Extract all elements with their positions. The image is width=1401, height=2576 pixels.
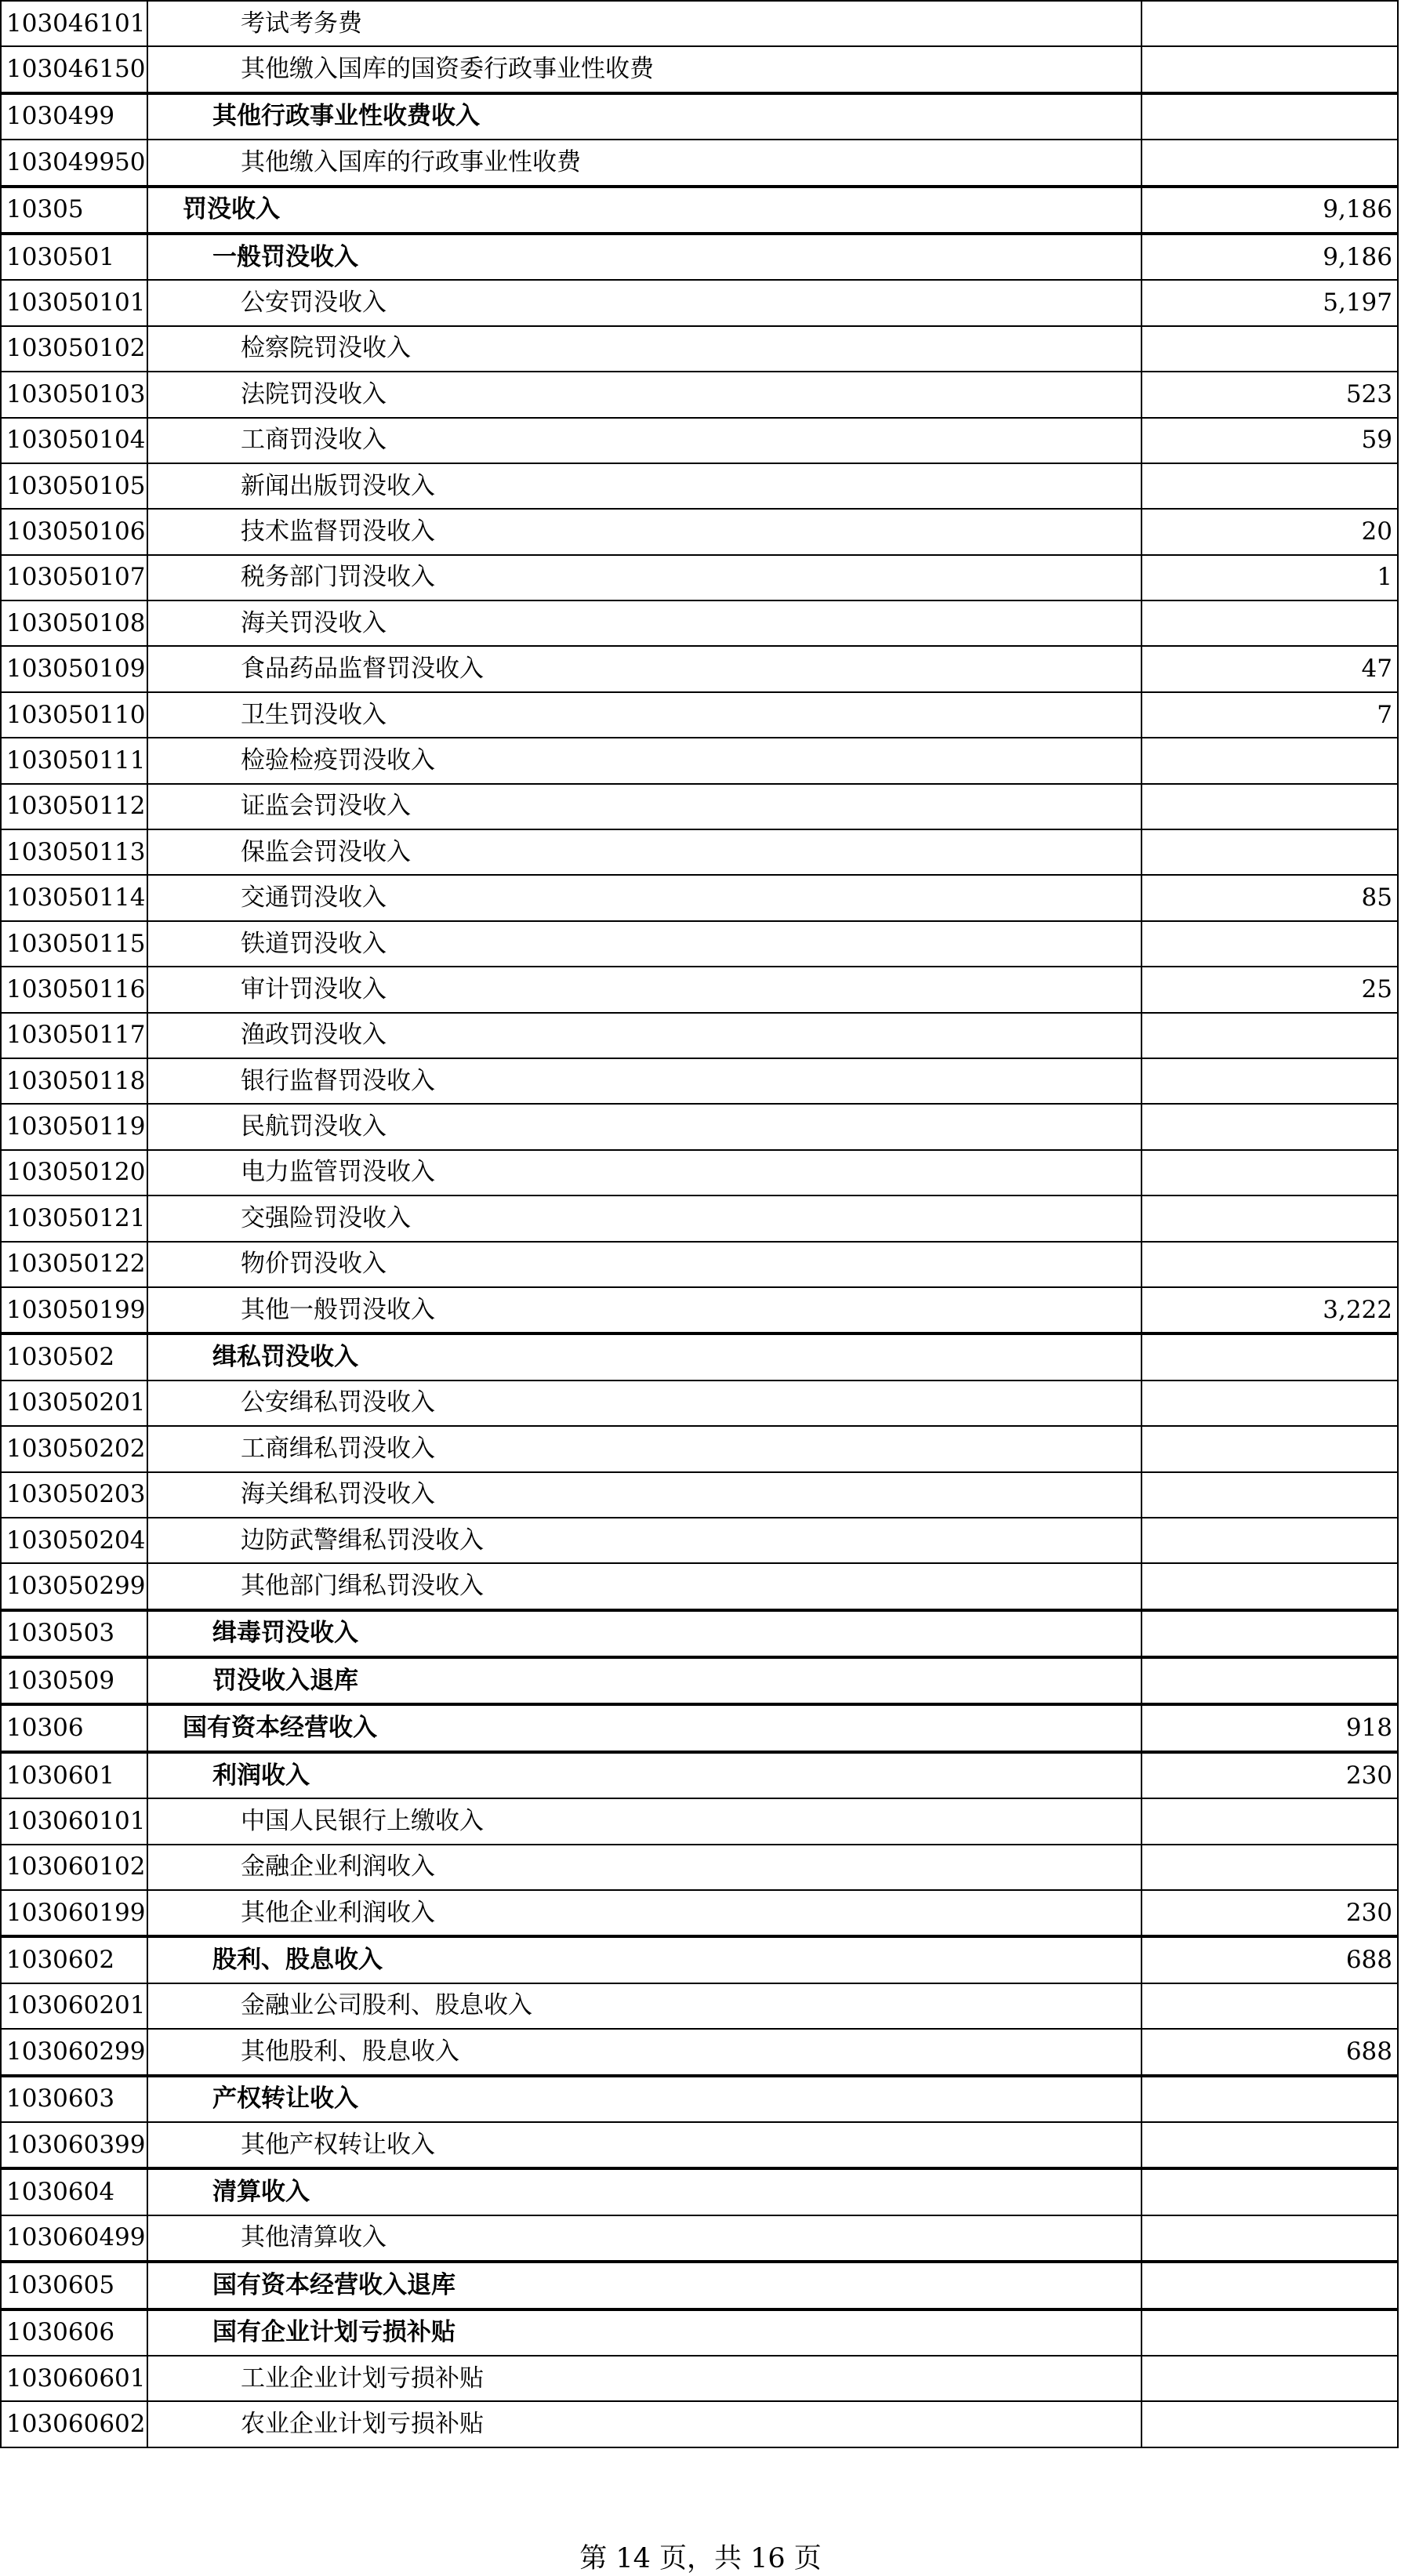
table-row [1,875,1398,920]
subject-code-cell: 1030604 [1,2168,147,2215]
subject-name-cell: 一般罚没收入 [147,234,1141,280]
subject-code-cell: 103060102 [1,1845,147,1890]
subject-code-cell: 1030605 [1,2262,147,2309]
subject-code-cell: 103050204 [1,1518,147,1563]
amount-cell [1141,1381,1398,1426]
subject-name-cell: 海关缉私罚没收入 [147,1472,1141,1518]
amount-cell: 523 [1141,372,1398,417]
subject-name-cell: 电力监管罚没收入 [147,1150,1141,1195]
amount-cell [1141,2122,1398,2168]
table-row [1,1104,1398,1149]
table-row [1,2262,1398,2309]
table-row [1,46,1398,93]
subject-name-cell: 其他股利、股息收入 [147,2029,1141,2075]
subject-code-cell: 1030602 [1,1936,147,1983]
amount-cell: 688 [1141,2029,1398,2075]
table-row [1,93,1398,140]
subject-name-cell: 铁道罚没收入 [147,921,1141,967]
amount-cell: 7 [1141,692,1398,738]
subject-name-cell: 其他产权转让收入 [147,2122,1141,2168]
table-body [1,1,1398,2447]
amount-cell: 230 [1141,1890,1398,1936]
subject-code-cell: 1030509 [1,1657,147,1704]
subject-name-cell: 农业企业计划亏损补贴 [147,2401,1141,2447]
subject-code-cell: 1030499 [1,93,147,140]
subject-code-cell: 103060601 [1,2356,147,2401]
amount-cell: 85 [1141,875,1398,920]
table-row [1,1704,1398,1751]
subject-name-cell: 产权转让收入 [147,2076,1141,2122]
subject-code-cell: 103050299 [1,1563,147,1609]
amount-cell [1141,1242,1398,1287]
table-row [1,784,1398,829]
table-row [1,646,1398,691]
subject-name-cell: 缉毒罚没收入 [147,1610,1141,1657]
subject-name-cell: 交通罚没收入 [147,875,1141,920]
amount-cell: 5,197 [1141,280,1398,325]
table-row [1,187,1398,234]
amount-cell: 688 [1141,1936,1398,1983]
subject-name-cell: 审计罚没收入 [147,967,1141,1012]
subject-name-cell: 公安缉私罚没收入 [147,1381,1141,1426]
subject-code-cell: 103046101 [1,1,147,46]
subject-name-cell: 中国人民银行上缴收入 [147,1798,1141,1844]
subject-code-cell: 103050112 [1,784,147,829]
table-row [1,418,1398,463]
amount-cell [1141,463,1398,509]
subject-name-cell: 税务部门罚没收入 [147,555,1141,600]
amount-cell: 9,186 [1141,187,1398,234]
subject-code-cell: 10306 [1,1704,147,1751]
subject-name-cell: 利润收入 [147,1752,1141,1798]
subject-code-cell: 1030502 [1,1333,147,1380]
table-row [1,921,1398,967]
table-row [1,967,1398,1012]
subject-code-cell: 103050203 [1,1472,147,1518]
table-row [1,2076,1398,2122]
amount-cell: 59 [1141,418,1398,463]
subject-code-cell: 103060299 [1,2029,147,2075]
amount-cell [1141,1610,1398,1657]
subject-name-cell: 其他一般罚没收入 [147,1287,1141,1333]
subject-name-cell: 物价罚没收入 [147,1242,1141,1287]
table-row [1,1657,1398,1704]
amount-cell [1141,1150,1398,1195]
amount-cell [1141,829,1398,875]
subject-name-cell: 法院罚没收入 [147,372,1141,417]
amount-cell: 20 [1141,509,1398,554]
table-row [1,509,1398,554]
subject-name-cell: 其他行政事业性收费收入 [147,93,1141,140]
amount-cell [1141,1058,1398,1104]
table-row [1,2168,1398,2215]
amount-cell [1141,1798,1398,1844]
subject-name-cell: 缉私罚没收入 [147,1333,1141,1380]
amount-cell [1141,2076,1398,2122]
table-row [1,2122,1398,2168]
table-row [1,326,1398,372]
table-row [1,234,1398,280]
subject-code-cell: 103050121 [1,1195,147,1241]
subject-name-cell: 保监会罚没收入 [147,829,1141,875]
subject-name-cell: 公安罚没收入 [147,280,1141,325]
table-row [1,2309,1398,2356]
subject-code-cell: 103049950 [1,140,147,186]
amount-cell [1141,1426,1398,1471]
amount-cell [1141,600,1398,646]
subject-name-cell: 检察院罚没收入 [147,326,1141,372]
subject-code-cell: 103050201 [1,1381,147,1426]
subject-code-cell: 103050113 [1,829,147,875]
table-row [1,692,1398,738]
table-row [1,600,1398,646]
amount-cell [1141,738,1398,783]
amount-cell: 25 [1141,967,1398,1012]
subject-code-cell: 103050107 [1,555,147,600]
amount-cell [1141,2309,1398,2356]
subject-code-cell: 103050122 [1,1242,147,1287]
amount-cell: 9,186 [1141,234,1398,280]
subject-name-cell: 交强险罚没收入 [147,1195,1141,1241]
table-row [1,555,1398,600]
table-row [1,1013,1398,1058]
page-footer [0,2537,1401,2576]
table-row [1,1563,1398,1609]
table-row [1,2356,1398,2401]
amount-cell [1141,1104,1398,1149]
table-row [1,1610,1398,1657]
table-row [1,1,1398,46]
subject-name-cell: 罚没收入退库 [147,1657,1141,1704]
subject-code-cell: 103060499 [1,2215,147,2262]
table-row [1,829,1398,875]
amount-cell [1141,2356,1398,2401]
subject-name-cell: 技术监督罚没收入 [147,509,1141,554]
subject-code-cell: 1030606 [1,2309,147,2356]
subject-code-cell: 103050108 [1,600,147,646]
amount-cell [1141,1518,1398,1563]
table-row [1,140,1398,186]
subject-name-cell: 国有资本经营收入 [147,1704,1141,1751]
subject-name-cell: 卫生罚没收入 [147,692,1141,738]
table-row [1,2029,1398,2075]
page-number-label: 第 14 页，共 16 页 [579,2543,822,2574]
subject-code-cell: 103050103 [1,372,147,417]
table-row [1,463,1398,509]
table-row [1,1936,1398,1983]
table-row [1,2401,1398,2447]
table-row [1,372,1398,417]
subject-name-cell: 工商罚没收入 [147,418,1141,463]
amount-cell [1141,1013,1398,1058]
subject-name-cell: 银行监督罚没收入 [147,1058,1141,1104]
amount-cell [1141,93,1398,140]
amount-cell: 47 [1141,646,1398,691]
subject-code-cell: 103050111 [1,738,147,783]
table-row [1,1195,1398,1241]
subject-code-cell: 103050115 [1,921,147,967]
amount-cell [1141,2215,1398,2262]
amount-cell [1141,921,1398,967]
table-row [1,1845,1398,1890]
subject-code-cell: 103050110 [1,692,147,738]
subject-code-cell: 103050199 [1,1287,147,1333]
subject-code-cell: 103050109 [1,646,147,691]
subject-code-cell: 103050105 [1,463,147,509]
subject-name-cell: 工商缉私罚没收入 [147,1426,1141,1471]
subject-name-cell: 其他缴入国库的国资委行政事业性收费 [147,46,1141,93]
table-row [1,1426,1398,1471]
amount-cell [1141,1,1398,46]
amount-cell [1141,2262,1398,2309]
table-row [1,1058,1398,1104]
subject-name-cell: 考试考务费 [147,1,1141,46]
subject-code-cell: 103050118 [1,1058,147,1104]
subject-name-cell: 金融业公司股利、股息收入 [147,1983,1141,2029]
subject-name-cell: 罚没收入 [147,187,1141,234]
subject-code-cell: 103050114 [1,875,147,920]
amount-cell [1141,2401,1398,2447]
subject-code-cell: 103050116 [1,967,147,1012]
table-row [1,1150,1398,1195]
subject-name-cell: 检验检疫罚没收入 [147,738,1141,783]
table-row [1,1752,1398,1798]
subject-name-cell: 清算收入 [147,2168,1141,2215]
subject-code-cell: 1030603 [1,2076,147,2122]
subject-name-cell: 股利、股息收入 [147,1936,1141,1983]
subject-name-cell: 渔政罚没收入 [147,1013,1141,1058]
subject-code-cell: 103060199 [1,1890,147,1936]
table-row [1,1983,1398,2029]
subject-code-cell: 103050120 [1,1150,147,1195]
table-row [1,280,1398,325]
amount-cell: 230 [1141,1752,1398,1798]
subject-name-cell: 金融企业利润收入 [147,1845,1141,1890]
subject-name-cell: 国有企业计划亏损补贴 [147,2309,1141,2356]
subject-name-cell: 其他部门缉私罚没收入 [147,1563,1141,1609]
subject-code-cell: 103050202 [1,1426,147,1471]
subject-code-cell: 103050104 [1,418,147,463]
table-row [1,1333,1398,1380]
amount-cell [1141,1563,1398,1609]
subject-name-cell: 国有资本经营收入退库 [147,2262,1141,2309]
subject-name-cell: 其他企业利润收入 [147,1890,1141,1936]
subject-name-cell: 海关罚没收入 [147,600,1141,646]
table-row [1,1798,1398,1844]
table-row [1,738,1398,783]
subject-code-cell: 103060602 [1,2401,147,2447]
table-row [1,1381,1398,1426]
subject-name-cell: 食品药品监督罚没收入 [147,646,1141,691]
amount-cell: 3,222 [1141,1287,1398,1333]
amount-cell [1141,1195,1398,1241]
subject-code-cell: 1030503 [1,1610,147,1657]
amount-cell [1141,46,1398,93]
subject-code-cell: 103046150 [1,46,147,93]
amount-cell [1141,2168,1398,2215]
amount-cell: 918 [1141,1704,1398,1751]
amount-cell [1141,1333,1398,1380]
amount-cell [1141,1472,1398,1518]
subject-code-cell: 10305 [1,187,147,234]
subject-code-cell: 103050102 [1,326,147,372]
subject-name-cell: 新闻出版罚没收入 [147,463,1141,509]
subject-code-cell: 103050117 [1,1013,147,1058]
subject-code-cell: 103060399 [1,2122,147,2168]
amount-cell [1141,784,1398,829]
table-row [1,1472,1398,1518]
table-row [1,2215,1398,2262]
subject-name-cell: 工业企业计划亏损补贴 [147,2356,1141,2401]
subject-code-cell: 103050106 [1,509,147,554]
subject-code-cell: 1030501 [1,234,147,280]
subject-code-cell: 103050101 [1,280,147,325]
subject-name-cell: 其他清算收入 [147,2215,1141,2262]
table-row [1,1287,1398,1333]
subject-name-cell: 民航罚没收入 [147,1104,1141,1149]
amount-cell [1141,1845,1398,1890]
subject-code-cell: 1030601 [1,1752,147,1798]
table-row [1,1242,1398,1287]
amount-cell [1141,326,1398,372]
amount-cell: 1 [1141,555,1398,600]
subject-name-cell: 证监会罚没收入 [147,784,1141,829]
subject-code-cell: 103050119 [1,1104,147,1149]
amount-cell [1141,140,1398,186]
table-row [1,1890,1398,1936]
subject-name-cell: 边防武警缉私罚没收入 [147,1518,1141,1563]
amount-cell [1141,1657,1398,1704]
subject-code-cell: 103060201 [1,1983,147,2029]
subject-code-cell: 103060101 [1,1798,147,1844]
amount-cell [1141,1983,1398,2029]
table-row [1,1518,1398,1563]
subject-name-cell: 其他缴入国库的行政事业性收费 [147,140,1141,186]
